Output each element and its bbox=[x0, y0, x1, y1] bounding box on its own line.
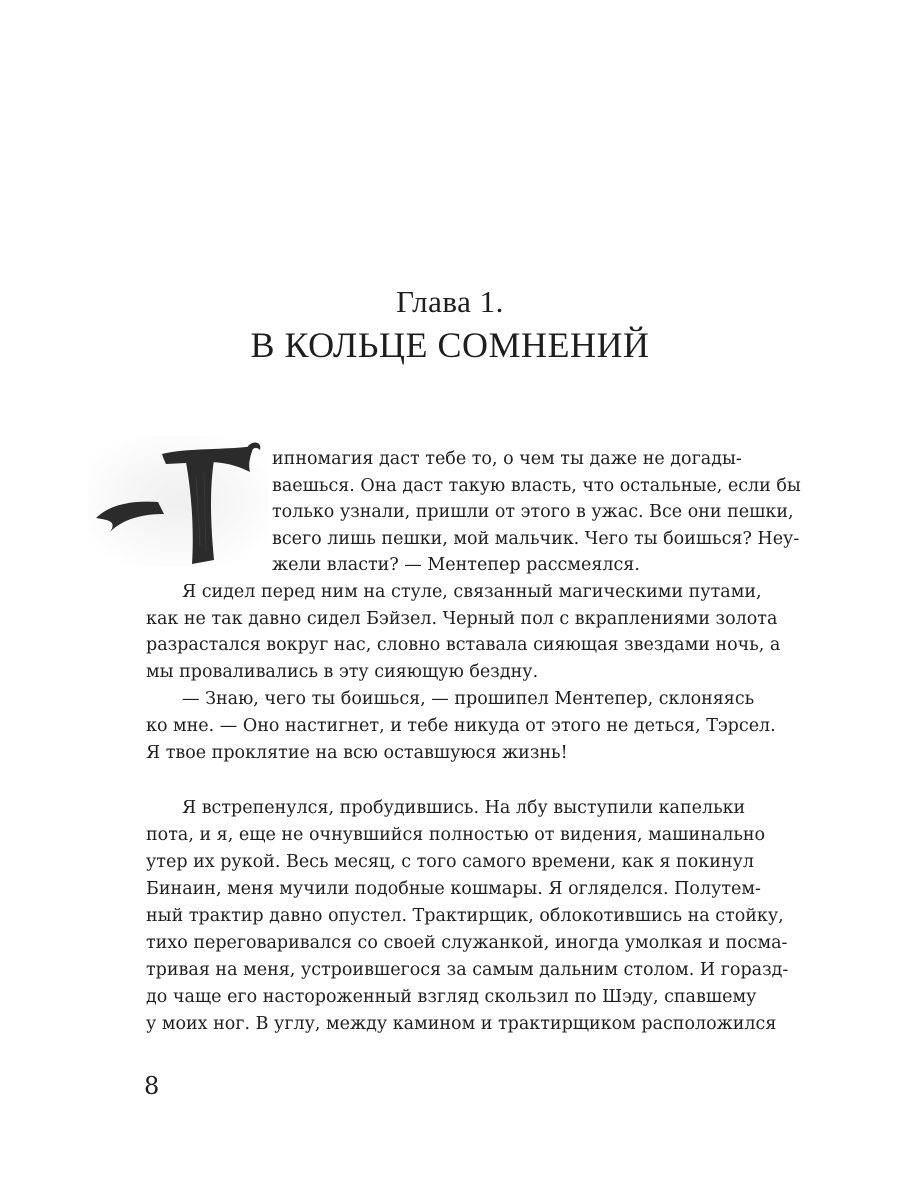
text-line: у моих ног. В углу, между камином и трактирщиком расположился bbox=[146, 1014, 777, 1034]
text-line: Я твое проклятие на всю оставшуюся жизнь! bbox=[146, 743, 568, 763]
text-line: тихо переговаривался со своей служанкой, иногда умолкая и посма- bbox=[146, 933, 788, 953]
text-line: ко мне. — Оно настигнет, и тебе никуда от этого не деться, Тэрсел. bbox=[146, 716, 776, 736]
text-line: разрастался вокруг нас, словно вставала сияющая звездами ночь, а bbox=[146, 635, 781, 655]
text-line: до чаще его настороженный взгляд скользил по Шэду, спавшему bbox=[146, 987, 757, 1007]
text-line: жели власти? — Ментепер рассмеялся. bbox=[272, 555, 640, 575]
text-line: Я встрепенулся, пробудившись. На лбу выступили капельки bbox=[182, 798, 746, 818]
chapter-number: Глава 1. bbox=[396, 284, 504, 319]
text-line: пота, и я, еще не очнувшийся полностью от видения, машинально bbox=[146, 825, 766, 845]
text-line: мы проваливались в эту сияющую бездну. bbox=[146, 662, 539, 682]
text-line: ипномагия даст тебе то, о чем ты даже не догады- bbox=[272, 449, 742, 469]
drop-cap-letter bbox=[88, 436, 268, 566]
text-line: ный трактир давно опустел. Трактирщик, облокотившись на стойку, bbox=[146, 906, 784, 926]
text-line: утер их рукой. Весь месяц, с того самого времени, как я покинул bbox=[146, 852, 754, 872]
text-line: Я сидел перед ним на стуле, связанный магическими путами, bbox=[182, 582, 762, 602]
text-line: Бинаин, меня мучили подобные кошмары. Я огляделся. Полутем- bbox=[146, 879, 761, 899]
text-line: — Знаю, чего ты боишься, — прошипел Ментепер, склоняясь bbox=[182, 689, 755, 709]
text-line: только узнали, пришли от этого в ужас. Все они пешки, bbox=[272, 502, 794, 522]
text-line: ваешься. Она даст такую власть, что остальные, если бы bbox=[272, 476, 801, 496]
text-line: как не так давно сидел Бэйзел. Черный пол с вкраплениями золота bbox=[146, 609, 778, 629]
page-number: 8 bbox=[144, 1072, 160, 1100]
chapter-title: В КОЛЬЦЕ СОМНЕНИЙ bbox=[250, 325, 650, 365]
text-line: тривая на меня, устроившегося за самым дальним столом. И горазд- bbox=[146, 960, 789, 980]
text-line: всего лишь пешки, мой мальчик. Чего ты боишься? Неу- bbox=[272, 529, 800, 549]
